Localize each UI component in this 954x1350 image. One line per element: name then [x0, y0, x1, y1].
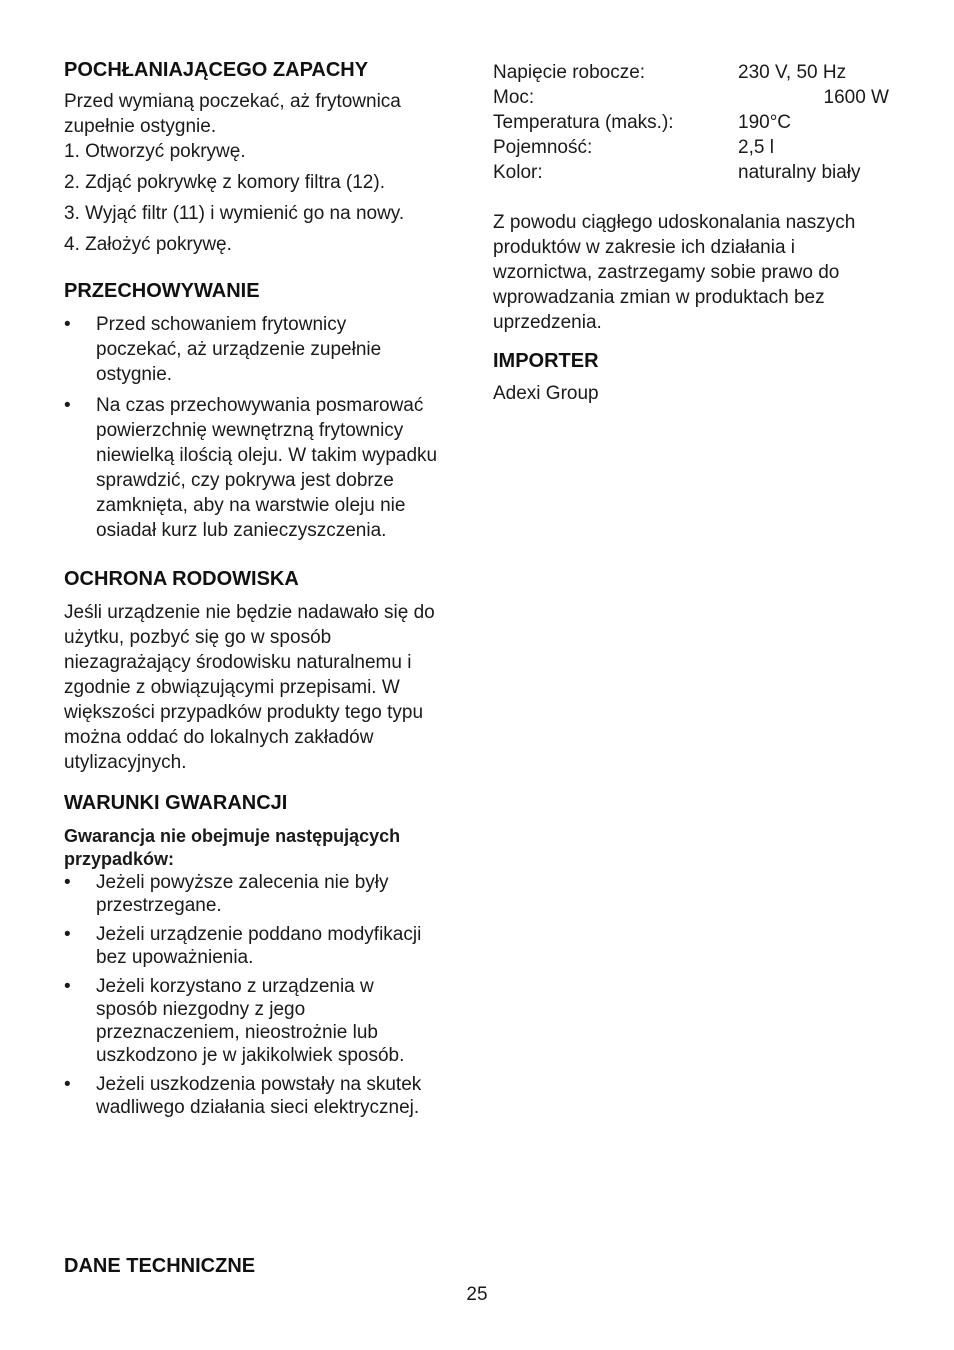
spec-row — [493, 160, 889, 185]
section-heading-importer: IMPORTER — [493, 350, 599, 372]
section-heading-filter: POCHŁANIAJĄCEGO ZAPACHY — [64, 59, 369, 81]
warranty-list — [64, 871, 456, 1119]
page-number: 25 — [466, 1284, 488, 1305]
section-heading-storage: PRZECHOWYWANIE — [64, 280, 260, 302]
filter-intro: Przed wymianą poczekać, aż frytownica zupełnie ostygnie. — [64, 91, 401, 137]
list-item: • Jeżeli korzystano z urządzenia w sposób niezgodny z jego przeznaczeniem, nieostrożnie lub uszkodzono je w jakikolwiek sposób. — [64, 975, 436, 1067]
spec-label: Kolor: — [493, 162, 543, 183]
list-item: • Jeżeli powyższe zalecenia nie były przestrzegane. — [64, 871, 436, 917]
spec-value: naturalny biały — [738, 162, 861, 183]
spec-label: Pojemność: — [493, 137, 593, 158]
step-1: 1. Otworzyć pokrywę. — [64, 141, 246, 162]
spec-label: Napięcie robocze: — [493, 62, 646, 83]
right-column — [493, 60, 893, 406]
spec-row — [493, 85, 889, 110]
spec-label: Temperatura (maks.): — [493, 112, 674, 133]
left-column — [64, 58, 456, 1119]
spec-value: 1600 W — [823, 87, 889, 108]
spec-row — [493, 135, 889, 160]
list-item: • Przed schowaniem frytownicy poczekać, aż urządzenie zupełnie ostygnie. — [64, 312, 416, 387]
spec-value: 2,5 l — [738, 137, 774, 158]
spec-row — [493, 60, 889, 85]
environment-text: Jeśli urządzenie nie będzie nadawało się do użytku, pozbyć się go w sposób niezagrażający środowisku naturalnemu i zgodnie z obwiązującymi przepisami. W większości przypadków produkty tego typu można oddać do lokalnych zakładów utylizacyjnych. — [64, 602, 435, 773]
section-heading-technical: DANE TECHNICZNE — [64, 1255, 256, 1277]
warranty-subheading: Gwarancja nie obejmuje następujących przypadków: — [64, 826, 401, 869]
section-heading-warranty: WARUNKI GWARANCJI — [64, 792, 288, 814]
step-3: 3. Wyjąć filtr (11) i wymienić go na nowy. — [64, 203, 405, 224]
importer-name: Adexi Group — [493, 383, 599, 404]
section-heading-environment: OCHRONA RODOWISKA — [64, 568, 299, 590]
list-item: • Jeżeli urządzenie poddano modyfikacji bez upoważnienia. — [64, 923, 456, 969]
storage-list — [64, 312, 456, 543]
spec-value: 190°C — [738, 112, 792, 133]
step-4: 4. Założyć pokrywę. — [64, 234, 232, 255]
spec-row — [493, 110, 889, 135]
spec-value: 230 V, 50 Hz — [738, 62, 847, 83]
step-2: 2. Zdjąć pokrywkę z komory filtra (12). — [64, 172, 385, 193]
change-notice: Z powodu ciągłego udoskonalania naszych produktów w zakresie ich działania i wzornictwa, zastrzegamy sobie prawo do wprowadzania zmian w produktach bez uprzedzenia. — [493, 212, 856, 333]
spec-table — [493, 60, 889, 185]
list-item: • Jeżeli uszkodzenia powstały na skutek wadliwego działania sieci elektrycznej. — [64, 1073, 456, 1119]
spec-label: Moc: — [493, 87, 535, 108]
list-item: • Na czas przechowywania posmarować powierzchnię wewnętrzną frytownicy niewielką ilością oleju. W takim wypadku sprawdzić, czy pokrywa jest dobrze zamknięta, aby na warstwie oleju nie osiadał kurz lub zanieczyszczenia. — [64, 393, 456, 543]
